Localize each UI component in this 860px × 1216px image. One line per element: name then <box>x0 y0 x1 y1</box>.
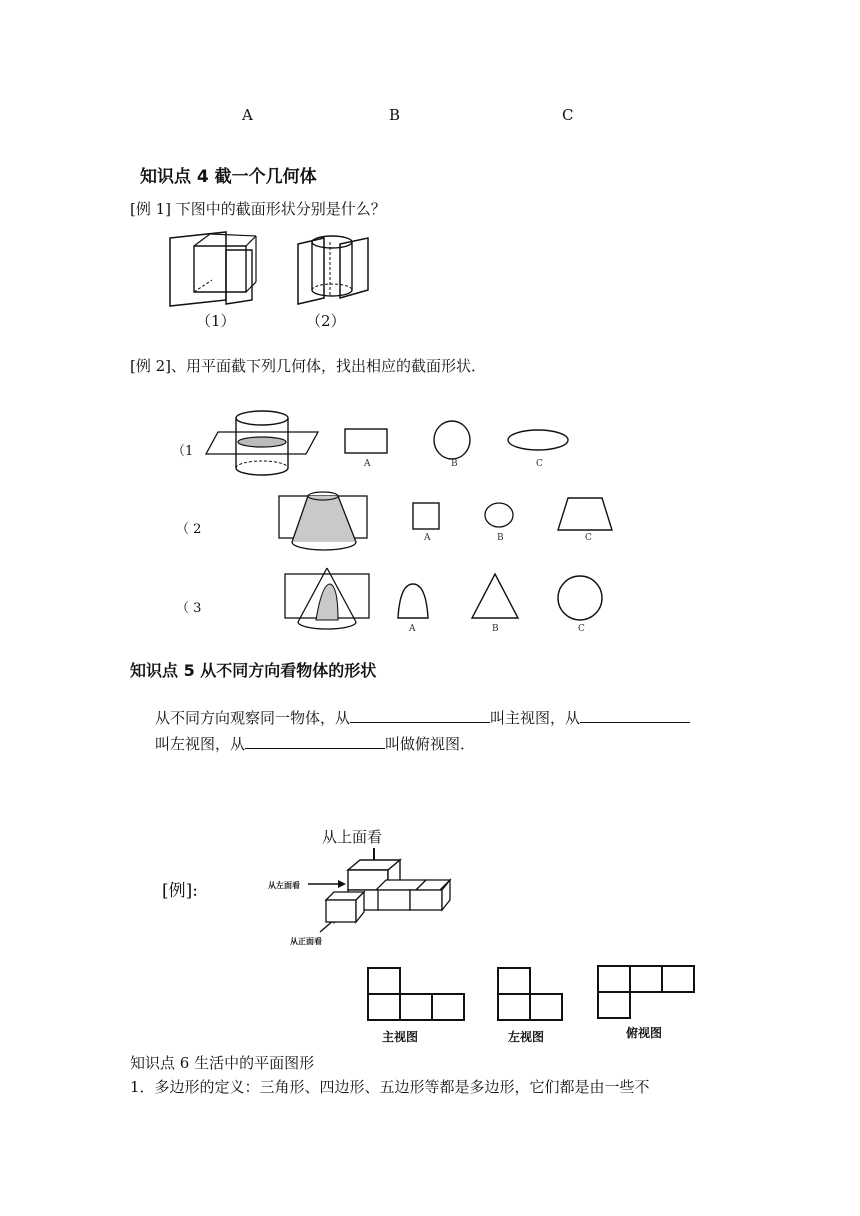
row2-option-c: C <box>585 533 592 543</box>
row2-option-a: A <box>424 533 431 543</box>
section6-heading: 知识点 6 生活中的平面图形 <box>130 1054 315 1072</box>
example1-text: [例 1] 下图中的截面形状分别是什么？ <box>130 200 386 218</box>
block-solid-figure <box>212 848 452 948</box>
row1-label: （1 <box>172 444 194 459</box>
cylinder-cut-figure <box>292 228 372 308</box>
cylinder-plane-figure <box>206 408 318 484</box>
row3-label: （ 3 <box>176 601 202 616</box>
example1-label-1: （1） <box>196 312 236 330</box>
from-left-label: 从左面看 <box>268 881 300 890</box>
row1-option-c: C <box>536 459 543 469</box>
section5-para-line1 <box>155 706 690 728</box>
para-part2: 叫主视图，从 <box>490 709 581 727</box>
row3-option-circle <box>556 574 604 622</box>
front-view-grid <box>366 966 470 1022</box>
blank-front[interactable] <box>350 706 490 723</box>
top-view-grid <box>596 962 700 1018</box>
from-front-label: 从正面看 <box>290 937 322 946</box>
row3-option-parabola <box>396 582 430 620</box>
top-view-label: 俯视图 <box>626 1026 663 1040</box>
para-part1: 从不同方向观察同一物体，从 <box>155 709 351 727</box>
row1-option-circle <box>432 420 472 460</box>
top-option-b: B <box>389 106 401 124</box>
row1-option-ellipse <box>506 428 570 452</box>
blank-top[interactable] <box>245 732 385 749</box>
cube-cut-figure <box>166 228 256 308</box>
row3-option-a: A <box>409 624 416 634</box>
section5-para-line2 <box>155 732 475 754</box>
row2-option-square <box>412 502 440 530</box>
row2-option-circle <box>484 502 514 528</box>
front-view-label: 主视图 <box>382 1030 419 1044</box>
top-option-c: C <box>562 106 574 124</box>
row3-option-triangle <box>470 572 520 620</box>
frustum-plane-figure <box>278 490 370 552</box>
section5-heading: 知识点 5 从不同方向看物体的形状 <box>130 661 377 680</box>
row1-option-b: B <box>451 459 458 469</box>
row2-option-b: B <box>497 533 504 543</box>
example1-label-2: （2） <box>306 312 346 330</box>
cone-plane-figure <box>284 566 370 630</box>
top-option-a: A <box>242 106 253 124</box>
left-view-label: 左视图 <box>508 1030 545 1044</box>
row1-option-rectangle <box>344 428 388 454</box>
para-part3: 叫左视图，从 <box>155 735 246 753</box>
row1-option-a: A <box>364 459 371 469</box>
example2-text: [例 2]、用平面截下列几何体，找出相应的截面形状． <box>130 357 487 375</box>
blank-left[interactable] <box>580 706 690 723</box>
section6-item1: 1．多边形的定义：三角形、四边形、五边形等都是多边形，它们都是由一些不 <box>130 1078 650 1096</box>
para-part4: 叫做俯视图． <box>385 735 476 753</box>
row3-option-c: C <box>578 624 585 634</box>
row2-option-trapezoid <box>556 496 614 532</box>
row2-label: （ 2 <box>176 522 202 537</box>
left-view-grid <box>496 966 568 1022</box>
row3-option-b: B <box>492 624 499 634</box>
example-label: [例]: <box>162 881 198 901</box>
section4-heading: 知识点 4 截一个几何体 <box>140 167 317 187</box>
from-top-label: 从上面看 <box>322 828 383 846</box>
